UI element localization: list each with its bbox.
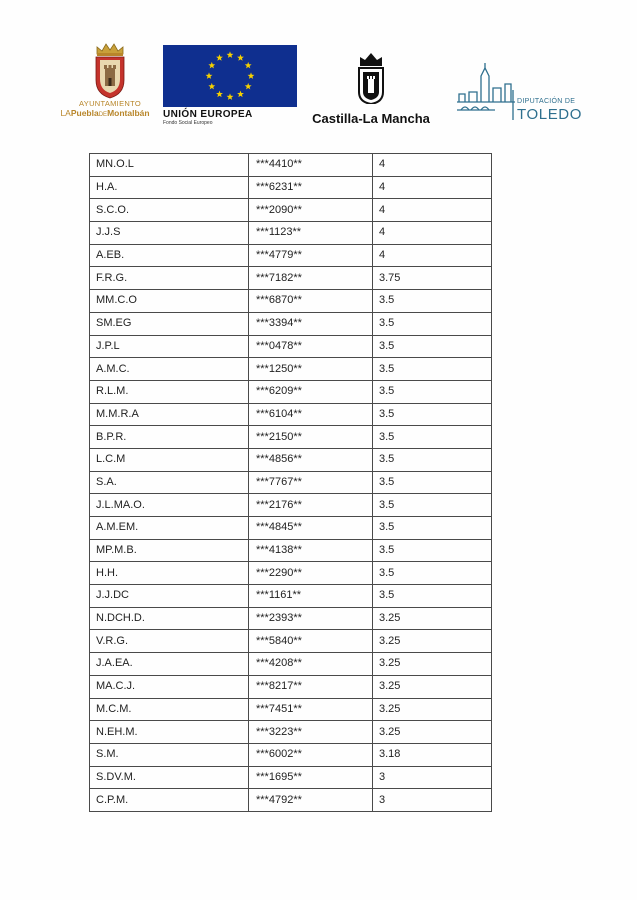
table-row bbox=[90, 698, 492, 721]
score-cell: 3.25 bbox=[373, 698, 492, 721]
table-row bbox=[90, 585, 492, 608]
score-cell: 4 bbox=[373, 199, 492, 222]
eu-star-icon bbox=[227, 93, 234, 100]
eu-star-icon bbox=[245, 83, 252, 90]
initials-cell: V.R.G. bbox=[90, 630, 249, 653]
id-cell: ***2090** bbox=[249, 199, 373, 222]
initials-cell: H.H. bbox=[90, 562, 249, 585]
score-cell: 3.5 bbox=[373, 471, 492, 494]
table-row bbox=[90, 380, 492, 403]
initials-cell: N.DCH.D. bbox=[90, 607, 249, 630]
id-cell: ***4208** bbox=[249, 653, 373, 676]
ayuntamiento-logo bbox=[58, 42, 162, 128]
id-cell: ***7767** bbox=[249, 471, 373, 494]
id-cell: ***2150** bbox=[249, 426, 373, 449]
table-row bbox=[90, 471, 492, 494]
table-row bbox=[90, 494, 492, 517]
id-cell: ***1695** bbox=[249, 766, 373, 789]
initials-cell: M.M.R.A bbox=[90, 403, 249, 426]
eu-star-icon bbox=[216, 91, 223, 98]
score-cell: 3.5 bbox=[373, 448, 492, 471]
alcazar-skyline-icon bbox=[455, 62, 519, 122]
score-cell: 3 bbox=[373, 789, 492, 812]
id-cell: ***0478** bbox=[249, 335, 373, 358]
eu-star-icon bbox=[208, 83, 215, 90]
table-row bbox=[90, 335, 492, 358]
table-row bbox=[90, 448, 492, 471]
score-cell: 4 bbox=[373, 222, 492, 245]
union-europea-logo bbox=[163, 45, 299, 130]
score-cell: 3.25 bbox=[373, 630, 492, 653]
score-cell: 3.5 bbox=[373, 494, 492, 517]
initials-cell: H.A. bbox=[90, 176, 249, 199]
table-row bbox=[90, 267, 492, 290]
id-cell: ***8217** bbox=[249, 675, 373, 698]
initials-cell: J.L.MA.O. bbox=[90, 494, 249, 517]
initials-cell: S.M. bbox=[90, 743, 249, 766]
table-row bbox=[90, 743, 492, 766]
score-cell: 3.25 bbox=[373, 675, 492, 698]
score-cell: 3.25 bbox=[373, 721, 492, 744]
initials-cell: MM.C.O bbox=[90, 290, 249, 313]
id-cell: ***1161** bbox=[249, 585, 373, 608]
id-cell: ***4792** bbox=[249, 789, 373, 812]
table-row bbox=[90, 290, 492, 313]
initials-cell: J.J.S bbox=[90, 222, 249, 245]
union-europea-subtitle: Fondo Social Europeo bbox=[163, 120, 213, 126]
id-cell: ***2290** bbox=[249, 562, 373, 585]
id-cell: ***6231** bbox=[249, 176, 373, 199]
initials-cell: S.DV.M. bbox=[90, 766, 249, 789]
initials-cell: R.L.M. bbox=[90, 380, 249, 403]
initials-cell: MA.C.J. bbox=[90, 675, 249, 698]
score-cell: 3.75 bbox=[373, 267, 492, 290]
results-table-body bbox=[90, 154, 492, 812]
table-row bbox=[90, 176, 492, 199]
score-cell: 3.5 bbox=[373, 335, 492, 358]
initials-cell: J.P.L bbox=[90, 335, 249, 358]
ayuntamiento-name: LAPueblaDEMontalbán bbox=[60, 108, 150, 118]
id-cell: ***5840** bbox=[249, 630, 373, 653]
initials-cell: J.J.DC bbox=[90, 585, 249, 608]
initials-cell: SM.EG bbox=[90, 312, 249, 335]
id-cell: ***2393** bbox=[249, 607, 373, 630]
score-cell: 3.5 bbox=[373, 426, 492, 449]
diputacion-toledo-logo bbox=[455, 62, 585, 122]
score-cell: 4 bbox=[373, 176, 492, 199]
score-cell: 4 bbox=[373, 154, 492, 177]
score-cell: 3.25 bbox=[373, 653, 492, 676]
initials-cell: MP.M.B. bbox=[90, 539, 249, 562]
results-table bbox=[89, 153, 492, 812]
initials-cell: A.M.EM. bbox=[90, 517, 249, 540]
eu-star-icon bbox=[248, 72, 255, 79]
table-row bbox=[90, 517, 492, 540]
id-cell: ***6104** bbox=[249, 403, 373, 426]
id-cell: ***4779** bbox=[249, 244, 373, 267]
id-cell: ***4410** bbox=[249, 154, 373, 177]
initials-cell: J.A.EA. bbox=[90, 653, 249, 676]
id-cell: ***7451** bbox=[249, 698, 373, 721]
initials-cell: S.A. bbox=[90, 471, 249, 494]
table-row bbox=[90, 789, 492, 812]
id-cell: ***4856** bbox=[249, 448, 373, 471]
toledo-label: TOLEDO bbox=[517, 106, 583, 123]
diputacion-label: DIPUTACIÓN DE bbox=[517, 98, 576, 105]
id-cell: ***7182** bbox=[249, 267, 373, 290]
eu-star-icon bbox=[245, 62, 252, 69]
score-cell: 3.5 bbox=[373, 539, 492, 562]
score-cell: 3.5 bbox=[373, 403, 492, 426]
castle-icon bbox=[356, 52, 386, 104]
union-europea-name: UNIÓN EUROPEA bbox=[163, 109, 253, 120]
initials-cell: MN.O.L bbox=[90, 154, 249, 177]
eu-star-icon bbox=[206, 72, 213, 79]
score-cell: 4 bbox=[373, 244, 492, 267]
table-row bbox=[90, 539, 492, 562]
table-row bbox=[90, 358, 492, 381]
table-row bbox=[90, 653, 492, 676]
table-row bbox=[90, 675, 492, 698]
table-row bbox=[90, 426, 492, 449]
score-cell: 3.18 bbox=[373, 743, 492, 766]
eu-star-icon bbox=[227, 51, 234, 58]
id-cell: ***6870** bbox=[249, 290, 373, 313]
id-cell: ***1123** bbox=[249, 222, 373, 245]
eu-star-icon bbox=[216, 54, 223, 61]
coat-of-arms-icon bbox=[92, 42, 128, 100]
eu-star-icon bbox=[237, 91, 244, 98]
eu-star-icon bbox=[208, 62, 215, 69]
table-row bbox=[90, 766, 492, 789]
initials-cell: L.C.M bbox=[90, 448, 249, 471]
castilla-la-mancha-logo bbox=[306, 52, 436, 132]
initials-cell: F.R.G. bbox=[90, 267, 249, 290]
table-row bbox=[90, 721, 492, 744]
score-cell: 3.5 bbox=[373, 312, 492, 335]
score-cell: 3.25 bbox=[373, 607, 492, 630]
table-row bbox=[90, 154, 492, 177]
castilla-la-mancha-name: Castilla-La Mancha bbox=[312, 111, 430, 126]
ayuntamiento-title: AYUNTAMIENTO bbox=[79, 99, 141, 108]
table-row bbox=[90, 403, 492, 426]
initials-cell: B.P.R. bbox=[90, 426, 249, 449]
id-cell: ***3223** bbox=[249, 721, 373, 744]
id-cell: ***1250** bbox=[249, 358, 373, 381]
score-cell: 3 bbox=[373, 766, 492, 789]
eu-flag-icon bbox=[163, 45, 297, 107]
score-cell: 3.5 bbox=[373, 290, 492, 313]
initials-cell: S.C.O. bbox=[90, 199, 249, 222]
score-cell: 3.5 bbox=[373, 380, 492, 403]
initials-cell: C.P.M. bbox=[90, 789, 249, 812]
id-cell: ***4138** bbox=[249, 539, 373, 562]
initials-cell: A.EB. bbox=[90, 244, 249, 267]
table-row bbox=[90, 607, 492, 630]
score-cell: 3.5 bbox=[373, 517, 492, 540]
initials-cell: N.EH.M. bbox=[90, 721, 249, 744]
table-row bbox=[90, 562, 492, 585]
id-cell: ***6002** bbox=[249, 743, 373, 766]
eu-star-icon bbox=[237, 54, 244, 61]
id-cell: ***2176** bbox=[249, 494, 373, 517]
score-cell: 3.5 bbox=[373, 562, 492, 585]
initials-cell: A.M.C. bbox=[90, 358, 249, 381]
table-row bbox=[90, 199, 492, 222]
score-cell: 3.5 bbox=[373, 358, 492, 381]
table-row bbox=[90, 630, 492, 653]
table-row bbox=[90, 244, 492, 267]
id-cell: ***6209** bbox=[249, 380, 373, 403]
id-cell: ***3394** bbox=[249, 312, 373, 335]
table-row bbox=[90, 312, 492, 335]
initials-cell: M.C.M. bbox=[90, 698, 249, 721]
table-row bbox=[90, 222, 492, 245]
id-cell: ***4845** bbox=[249, 517, 373, 540]
score-cell: 3.5 bbox=[373, 585, 492, 608]
